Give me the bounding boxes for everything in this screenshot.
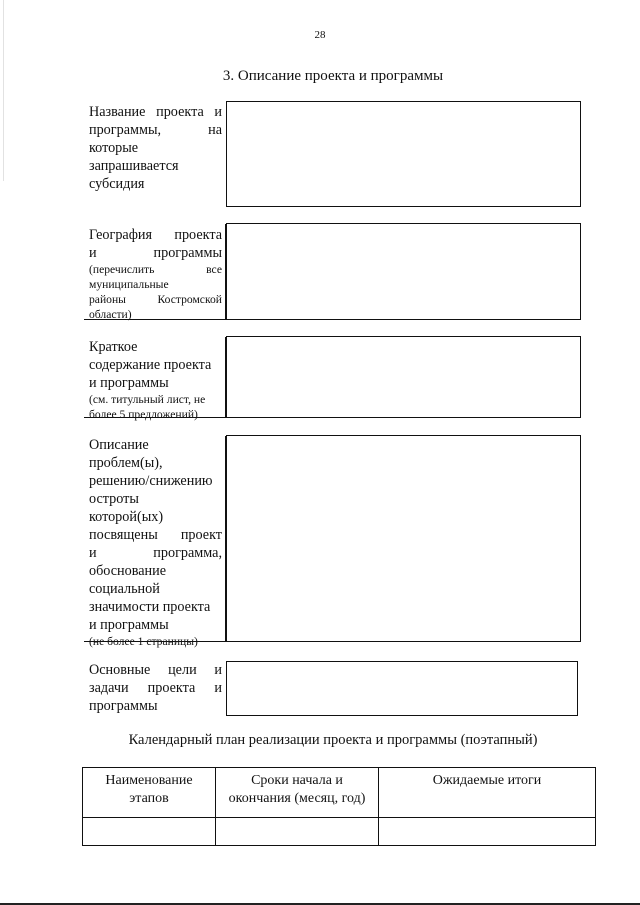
label-line: и программа,	[89, 545, 222, 561]
plan-cell-dates[interactable]	[216, 818, 379, 846]
label-note: более 5 предложений)	[89, 408, 198, 421]
page-number: 28	[314, 29, 326, 41]
plan-col-dates: Сроки начала и окончания (месяц, год)	[216, 768, 379, 818]
label-line: и программы	[89, 245, 222, 261]
label-line: проблем(ы),	[89, 455, 163, 471]
label-word: программа,	[153, 545, 222, 561]
section-title: 3. Описание проекта и программы	[222, 68, 444, 84]
label-note: районы Костромской	[89, 293, 222, 306]
label-word: и	[214, 104, 222, 120]
scan-edge	[3, 0, 4, 905]
plan-cell-stage[interactable]	[83, 818, 216, 846]
label-line: остроты	[89, 491, 139, 507]
label-line: Краткое	[89, 339, 138, 355]
label-line: содержание проекта	[89, 357, 212, 373]
label-line: и программы	[89, 375, 169, 391]
label-note: области)	[89, 308, 132, 321]
plan-col-stages: Наименование этапов	[83, 768, 216, 818]
label-cell-border	[84, 337, 226, 418]
summary-field[interactable]	[226, 336, 581, 418]
plan-header-row	[83, 768, 596, 818]
label-line: География проекта	[89, 227, 222, 243]
label-word: все	[206, 263, 222, 276]
label-cell-border	[84, 224, 226, 320]
label-note: (перечислить все	[89, 263, 222, 276]
field-label-goals	[89, 661, 222, 715]
label-line: запрашивается	[89, 158, 179, 174]
label-note: (см. титульный лист, не	[89, 393, 206, 406]
label-word: и	[214, 662, 222, 678]
label-word: программы	[153, 245, 222, 261]
table-row	[83, 818, 596, 846]
label-word: и	[214, 680, 222, 696]
label-line: субсидия	[89, 176, 145, 192]
plan-title: Календарный план реализации проекта и программы (поэтапный)	[128, 732, 538, 748]
label-line: которые	[89, 140, 139, 156]
label-word: Костромской	[157, 293, 222, 306]
label-line: Название проекта и	[89, 104, 222, 120]
geography-field[interactable]	[226, 223, 581, 320]
label-note: (не более 1 страницы)	[89, 635, 198, 648]
plan-table	[82, 767, 596, 846]
label-note: муниципальные	[89, 278, 169, 291]
label-line: решению/снижению	[89, 473, 213, 489]
goals-field[interactable]	[226, 661, 578, 716]
label-word: проекта	[174, 227, 222, 243]
label-line: обоснование	[89, 563, 167, 579]
problem-description-field[interactable]	[226, 435, 581, 642]
label-word: на	[208, 122, 222, 138]
label-line: значимости проекта	[89, 599, 211, 615]
label-line: Основные цели и	[89, 662, 222, 678]
label-line: программы	[89, 698, 158, 714]
label-cell-border	[84, 436, 226, 642]
label-line: социальной	[89, 581, 160, 597]
plan-cell-results[interactable]	[379, 818, 596, 846]
label-word: проекта	[147, 680, 196, 696]
label-line: которой(ых)	[89, 509, 164, 525]
label-word: цели	[168, 662, 197, 678]
label-line: и программы	[89, 617, 169, 633]
project-name-field[interactable]	[226, 101, 581, 207]
label-word: проект	[180, 527, 222, 543]
plan-col-results: Ожидаемые итоги	[379, 768, 596, 818]
label-line: программы, на	[89, 122, 222, 138]
field-label-project-name	[89, 103, 222, 193]
label-line: Описание	[89, 437, 149, 453]
label-word: проекта	[156, 104, 204, 120]
label-line: посвящены проект	[89, 527, 222, 543]
label-line: задачи проекта и	[89, 680, 222, 696]
